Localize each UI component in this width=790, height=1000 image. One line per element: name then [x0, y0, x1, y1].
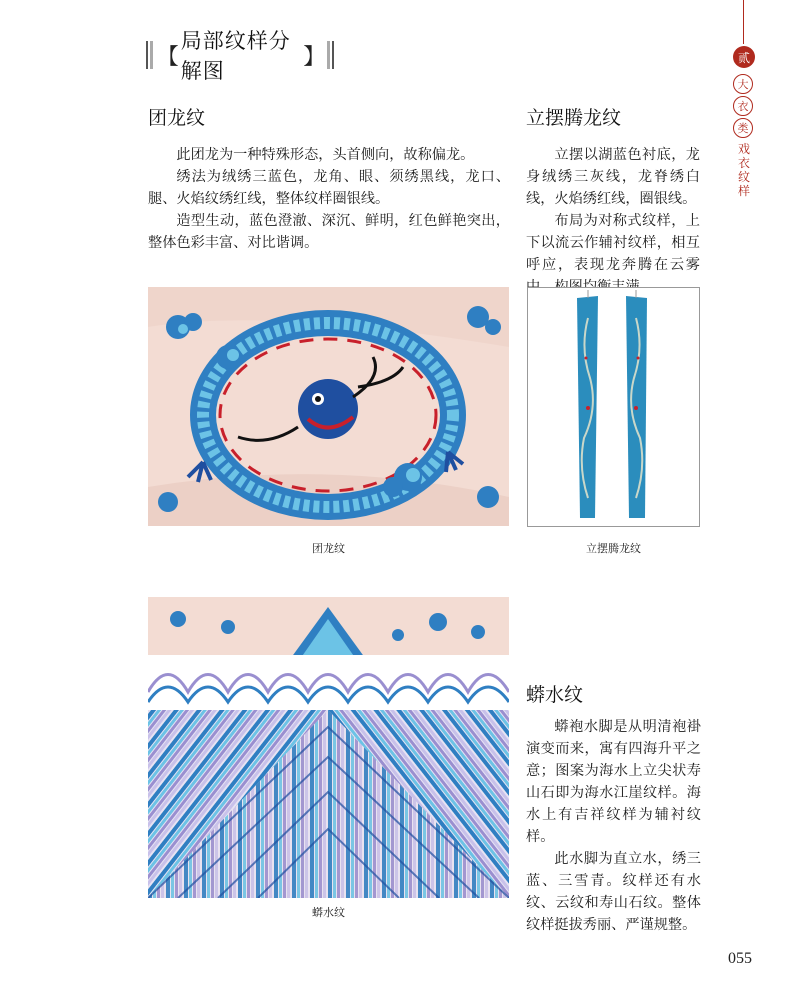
- header-bar-left: [146, 41, 148, 69]
- mangshui-paragraph: 蟒袍水脚是从明清袍褂演变而来，寓有四海升平之意；图案为海水上立尖状寿山石即为海水江崖纹样。海水上有吉祥纹样为辅衬纹样。: [526, 719, 701, 845]
- tuanlong-paragraph: 绣法为绒绣三蓝色，龙角、眼、须绣黑线，龙口、腿、火焰纹绣红线，整体纹样圈银线。: [148, 169, 510, 207]
- libai-paragraph: 立摆以湖蓝色衬底，龙身绒绣三灰线，龙脊绣白线，火焰绣红线，圈银线。: [526, 147, 700, 207]
- tuanlong-title: 团龙纹: [148, 108, 206, 129]
- libai-paragraph: 布局为对称式纹样，上下以流云作辅衬纹样，相互呼应，表现龙奔腾在云雾: [526, 213, 700, 273]
- chapter-vertical-label: 戏衣纹样: [737, 142, 750, 198]
- header-bracket-open: 【: [156, 44, 179, 70]
- mangshui-caption: 蟒水纹: [312, 907, 345, 919]
- header-bar-left-light: [150, 41, 152, 69]
- chapter-line: [743, 0, 744, 44]
- header-bar-right-light: [327, 41, 329, 69]
- mangshui-paragraph: 此水脚为直立水，绣三蓝、三雪青。纹样还有水纹、云纹和寿山石纹。整体纹样挺拔秀丽、严谨规整。: [526, 851, 701, 933]
- tuanlong-paragraph: 此团龙为一种特殊形态，头首侧向，故称偏龙。: [176, 147, 475, 163]
- tuanlong-photo: [148, 287, 509, 526]
- tuanlong-text: [148, 144, 510, 254]
- chapter-circle-2: 衣: [733, 96, 753, 116]
- libai-caption: 立摆腾龙纹: [586, 543, 641, 555]
- section-header: [146, 29, 336, 83]
- mangshui-text: [526, 716, 701, 936]
- tuanlong-caption: 团龙纹: [312, 543, 345, 555]
- libai-photo: [527, 287, 700, 527]
- page-number: 055: [728, 950, 752, 967]
- mangshui-photo: [148, 597, 509, 898]
- header-title: 局部纹样分解图: [180, 29, 291, 83]
- chapter-number-badge: 贰: [733, 46, 755, 68]
- libai-title: 立摆腾龙纹: [526, 108, 622, 129]
- tuanlong-paragraph: 造型生动，蓝色澄澈、深沉、鲜明，红色鲜艳突出，整体色彩丰富、对比谐调。: [148, 213, 510, 251]
- libai-text: [526, 144, 700, 298]
- mangshui-title: 蟒水纹: [526, 685, 584, 706]
- chapter-circle-1: 大: [733, 74, 753, 94]
- chapter-circle-3: 类: [733, 118, 753, 138]
- header-bracket-close: 】: [303, 44, 326, 70]
- header-bar-right: [332, 41, 334, 69]
